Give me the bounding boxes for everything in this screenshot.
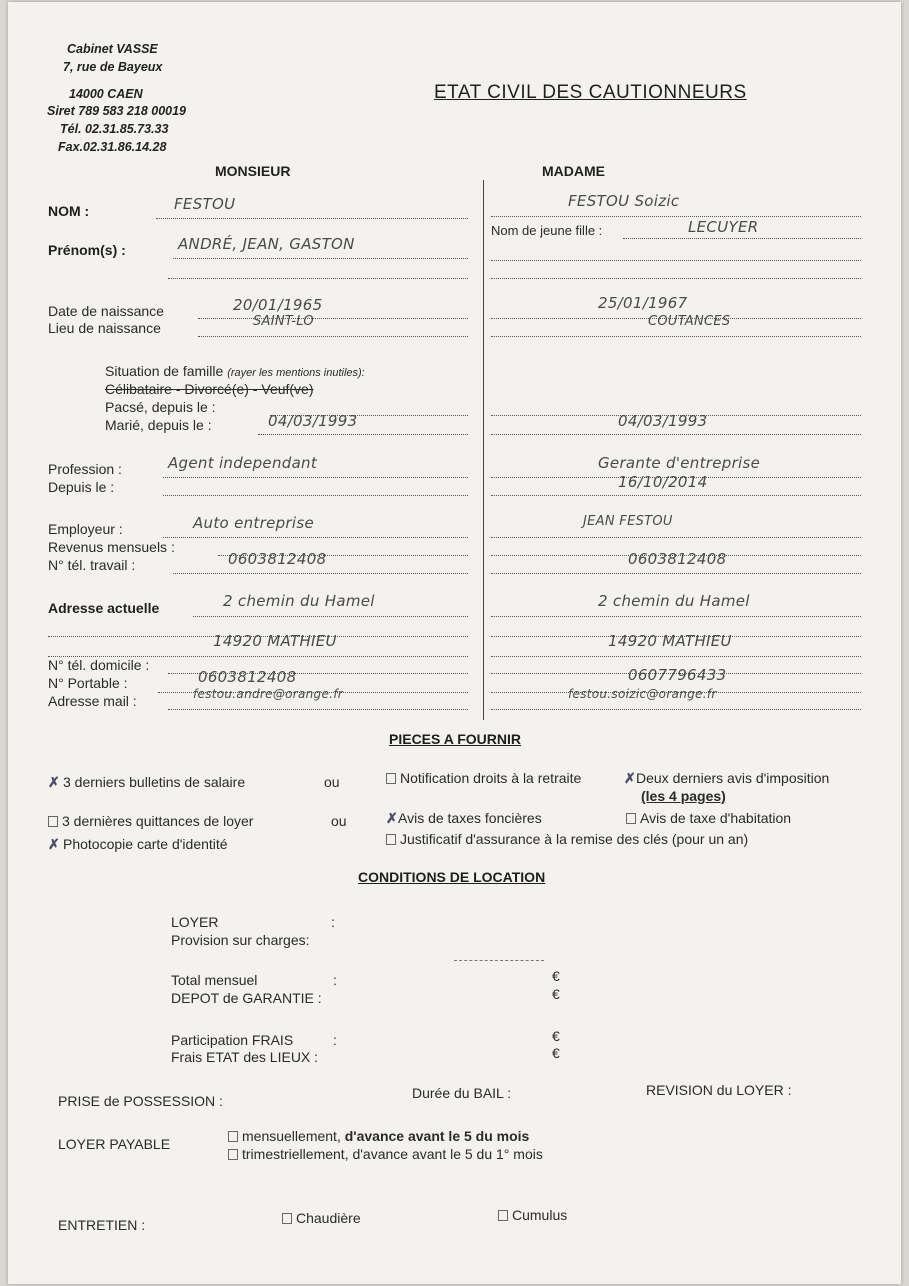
checked-x-icon: ✗ [48,774,60,790]
piece-taxe-habitation-label: Avis de taxe d'habitation [640,810,792,826]
participation-colon: : [333,1032,337,1048]
label-portable: N° Portable : [48,675,128,691]
prenom-madame-line [491,246,861,261]
tel-travail-monsieur-value: 0603812408 [228,550,327,568]
company-city: 14000 CAEN [69,87,143,101]
profession-madame-value: Gerante d'entreprise [598,454,761,472]
label-employeur: Employeur : [48,521,123,537]
total-separator [454,960,544,961]
piece-avis-imposition-label: Deux derniers avis d'imposition [636,770,830,786]
company-street: 7, rue de Bayeux [63,60,163,74]
document-page [8,2,901,1284]
page-title: ETAT CIVIL DES CAUTIONNEURS [434,82,747,103]
label-tel-domicile: N° tél. domicile : [48,657,150,673]
lieu-naissance-madame-value: COUTANCES [648,314,731,329]
label-date-naissance: Date de naissance [48,303,164,319]
depuis-madame-value: 16/10/2014 [618,473,708,491]
label-nom-jeune-fille: Nom de jeune fille : [491,223,603,238]
portable-madame-value: 0607796433 [628,666,727,684]
checked-x-icon: ✗ [386,810,398,826]
label-tel-travail: N° tél. travail : [48,557,136,573]
piece-quatre-pages: (les 4 pages) [641,788,726,804]
depot-euro: € [552,986,560,1002]
label-duree-bail: Durée du BAIL : [412,1085,512,1101]
checkbox-icon [386,834,396,845]
piece-ou-2: ou [331,813,347,829]
option-chaudiere-label: Chaudière [296,1210,361,1226]
piece-taxes-foncieres[interactable] [386,810,542,827]
checkbox-icon [626,813,636,824]
checkbox-icon [498,1210,508,1221]
option-cumulus[interactable] [498,1207,567,1223]
section-title-pieces: PIECES A FOURNIR [389,731,521,747]
participation-euro: € [552,1028,560,1044]
piece-photocopie-label: Photocopie carte d'identité [63,836,228,852]
marie-madame-value: 04/03/1993 [618,412,708,430]
label-prise-possession: PRISE de POSSESSION : [58,1093,223,1109]
checked-x-icon: ✗ [624,770,636,786]
company-siret: Siret 789 583 218 00019 [47,104,187,118]
piece-quittances[interactable] [48,813,253,829]
option-mensuel[interactable] [228,1128,529,1144]
piece-notification[interactable] [386,770,581,786]
label-depot: DEPOT de GARANTIE : [171,990,322,1006]
lieu-naissance-monsieur-line [198,322,468,337]
piece-taxe-habitation[interactable] [626,810,791,826]
label-nom: NOM : [48,203,90,219]
label-prenom: Prénom(s) : [48,242,126,258]
label-loyer-payable: LOYER PAYABLE [58,1136,171,1152]
nom-monsieur-value: FESTOU [174,195,236,213]
option-chaudiere[interactable] [282,1210,361,1226]
label-celibataire: Célibataire - Divorcé(e) - Veuf(ve) [105,381,314,397]
label-marie: Marié, depuis le : [105,417,212,433]
profession-monsieur-value: Agent independant [168,454,318,472]
prenom-monsieur-line-2 [168,264,468,279]
label-entretien: ENTRETIEN : [58,1217,146,1233]
piece-bulletins[interactable] [48,774,245,791]
date-naissance-madame-value: 25/01/1967 [598,294,688,312]
depuis-monsieur-line [163,481,468,496]
tel-travail-madame-value: 0603812408 [628,550,727,568]
piece-photocopie[interactable] [48,836,228,853]
mail-monsieur-value: festou.andre@orange.fr [193,687,344,701]
adresse-monsieur-value: 2 chemin du Hamel [223,592,375,610]
label-revision-loyer: REVISION du LOYER : [646,1082,792,1098]
total-euro: € [552,968,560,984]
label-lieu-naissance: Lieu de naissance [48,320,161,336]
label-depuis: Depuis le : [48,479,115,495]
piece-quittances-label: 3 dernières quittances de loyer [62,813,254,829]
label-pacse: Pacsé, depuis le : [105,399,216,415]
portable-monsieur-value: 0603812408 [198,668,297,686]
label-situation: Situation de famille (rayer les mentions inutiles): [105,363,365,379]
label-mail: Adresse mail : [48,693,137,709]
label-adresse: Adresse actuelle [48,600,160,616]
lieu-naissance-monsieur-value: SAINT-LO [253,314,314,329]
option-mensuel-label-a: mensuellement, [242,1128,345,1144]
checkbox-icon [282,1213,292,1224]
piece-taxes-foncieres-label: Avis de taxes foncières [398,810,542,826]
date-naissance-monsieur-value: 20/01/1965 [233,296,323,314]
label-provision: Provision sur charges: [171,932,310,948]
label-frais-etat: Frais ETAT des LIEUX : [171,1049,319,1065]
mail-madame-value: festou.soizic@orange.fr [568,687,717,701]
nom-jeune-fille-value: LECUYER [688,218,759,236]
employeur-madame-value: JEAN FESTOU [583,514,673,529]
checkbox-icon [48,816,58,827]
column-divider [483,180,484,720]
employeur-madame-line [491,523,861,538]
prenom-madame-line-2 [491,264,861,279]
situation-note: (rayer les mentions inutiles): [227,367,365,379]
label-total: Total mensuel [171,972,258,988]
label-participation: Participation FRAIS [171,1032,294,1048]
nom-madame-value: FESTOU Soizic [568,192,680,210]
label-loyer: LOYER [171,914,219,930]
prenom-monsieur-value: ANDRÉ, JEAN, GASTON [178,235,355,253]
label-profession: Profession : [48,461,122,477]
marie-monsieur-value: 04/03/1993 [268,412,358,430]
total-colon: : [333,972,337,988]
label-revenus: Revenus mensuels : [48,539,175,555]
employeur-monsieur-value: Auto entreprise [193,514,315,532]
piece-avis-imposition[interactable] [624,770,829,787]
piece-justificatif[interactable] [386,831,748,847]
option-cumulus-label: Cumulus [512,1207,568,1223]
piece-ou-1: ou [324,774,340,790]
adresse-madame-value-2: 14920 MATHIEU [608,632,732,650]
adresse-monsieur-value-2: 14920 MATHIEU [213,632,337,650]
option-trimestriel[interactable] [228,1146,543,1162]
loyer-colon: : [331,914,335,930]
piece-justificatif-label: Justificatif d'assurance à la remise des clés (pour un an) [400,831,749,847]
section-title-conditions: CONDITIONS DE LOCATION [358,869,546,885]
checked-x-icon: ✗ [48,836,60,852]
checkbox-icon [228,1149,238,1160]
company-tel: Tél. 02.31.85.73.33 [60,122,169,136]
company-name: Cabinet VASSE [67,42,158,56]
frais-etat-euro: € [552,1045,560,1061]
option-trimestriel-label: trimestriellement, d'avance avant le 5 du 1° mois [242,1146,543,1162]
column-title-monsieur: MONSIEUR [215,163,291,179]
piece-notification-label: Notification droits à la retraite [400,770,582,786]
column-title-madame: MADAME [542,163,605,179]
company-fax: Fax.02.31.86.14.28 [58,140,167,154]
piece-bulletins-label: 3 derniers bulletins de salaire [63,774,246,790]
option-mensuel-label-b: d'avance avant le 5 du mois [344,1128,530,1144]
checkbox-icon [386,773,396,784]
checkbox-icon [228,1131,238,1142]
adresse-madame-value: 2 chemin du Hamel [598,592,750,610]
